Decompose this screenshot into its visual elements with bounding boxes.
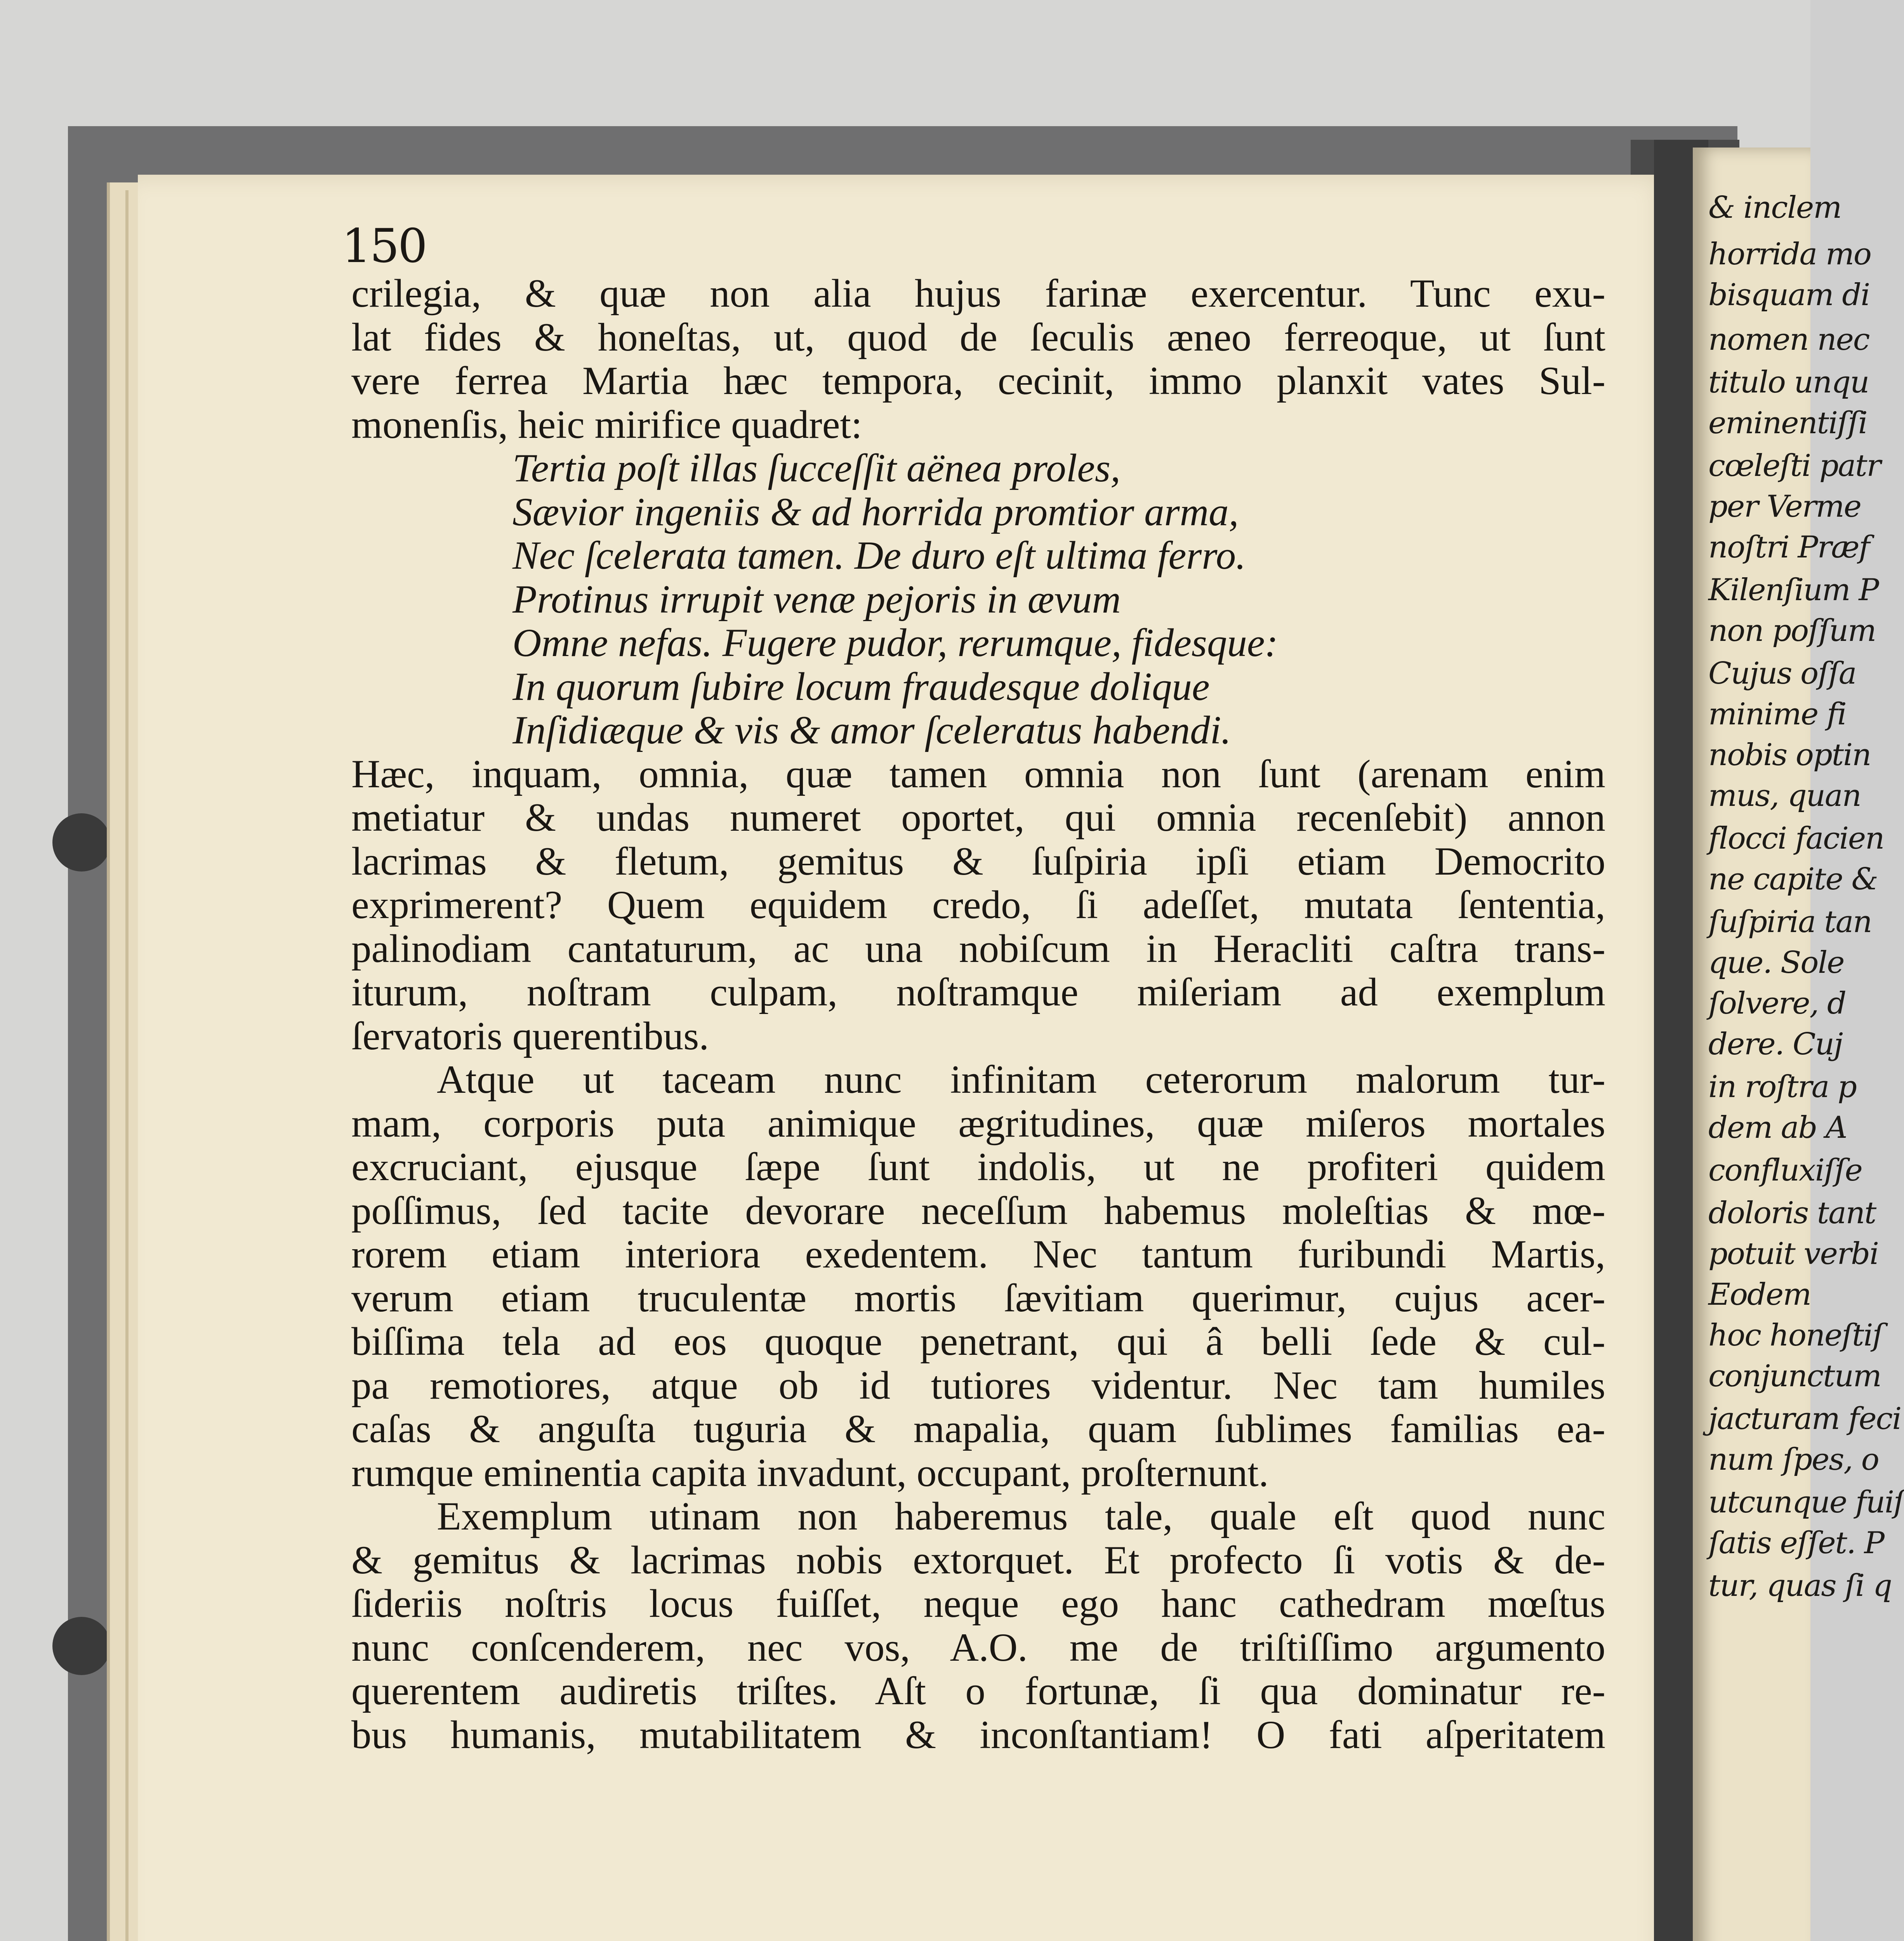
- facing-page-line: noſtri Præf: [1708, 530, 1869, 565]
- text-line: crilegia, & quæ non alia hujus farinæ exercentur. Tunc exu-: [351, 271, 1605, 316]
- facing-page-line: per Verme: [1708, 489, 1861, 524]
- facing-page-line: non poſſum: [1708, 613, 1876, 648]
- text-line: pa remotiores, atque ob id tutiores videntur. Nec tam humiles: [351, 1363, 1605, 1408]
- text-line: metiatur & undas numeret oportet, qui omnia recenſebit) annon: [351, 795, 1605, 840]
- facing-page-line: bisquam di: [1708, 278, 1870, 313]
- facing-page-line: ſuſpiria tan: [1708, 905, 1872, 939]
- binder-ring: [52, 1617, 111, 1675]
- facing-page-line: ſolvere, d: [1708, 986, 1846, 1021]
- text-line: Hæc, inquam, omnia, quæ tamen omnia non ſunt (arenam enim: [351, 752, 1605, 796]
- text-line: caſas & anguſta tuguria & mapalia, quam ſublimes familias ea-: [351, 1407, 1605, 1451]
- verse-line: In quorum ſubire locum fraudesque dolique: [512, 664, 1210, 709]
- facing-page-line: in roſtra p: [1708, 1069, 1856, 1104]
- text-line: exprimerent? Quem equidem credo, ſi adeſſet, mutata ſententia,: [351, 883, 1605, 927]
- text-line: bus humanis, mutabilitatem & inconſtantiam! O fati aſperitatem: [351, 1712, 1605, 1757]
- facing-page-line: Eodem: [1708, 1277, 1811, 1312]
- text-line: Atque ut taceam nunc infinitam ceterorum malorum tur-: [437, 1057, 1605, 1102]
- facing-page-line: flocci facien: [1708, 821, 1884, 856]
- text-line: & gemitus & lacrimas nobis extorquet. Et profecto ſi votis & de-: [351, 1538, 1605, 1582]
- text-line: iturum, noſtram culpam, noſtramque miſeriam ad exemplum: [351, 970, 1605, 1014]
- text-line: querentem audiretis triſtes. Aſt o fortunæ, ſi qua dominatur re-: [351, 1669, 1605, 1713]
- body-text: [351, 272, 1605, 1757]
- text-line: biſſima tela ad eos quoque penetrant, qui â belli ſede & cul-: [351, 1319, 1605, 1364]
- facing-page-line: eminentiſſi: [1708, 406, 1867, 441]
- text-line: vere ferrea Martia hæc tempora, cecinit, immo planxit vates Sul-: [351, 359, 1605, 403]
- facing-page-line: horrida mo: [1708, 237, 1871, 272]
- verse-line: Protinus irrupit venæ pejoris in ævum: [512, 577, 1121, 622]
- text-line: mam, corporis puta animique ægritudines, quæ miſeros mortales: [351, 1101, 1605, 1146]
- facing-page-line: dere. Cuj: [1708, 1027, 1843, 1062]
- verse-line: Inſidiæque & vis & amor ſceleratus habendi.: [512, 708, 1231, 752]
- facing-page-line: Cujus oſſa: [1708, 656, 1856, 691]
- verse-line: Omne nefas. Fugere pudor, rerumque, fidesque:: [512, 621, 1278, 665]
- text-line: verum etiam truculentæ mortis ſævitiam querimur, cujus acer-: [351, 1276, 1605, 1320]
- text-line: lacrimas & fletum, gemitus & ſuſpiria ipſi etiam Democrito: [351, 839, 1605, 884]
- facing-page-line: cœleſti patr: [1708, 448, 1880, 483]
- binder-ring: [52, 813, 111, 872]
- facing-page-line: potuit verbi: [1708, 1236, 1878, 1271]
- facing-page-line: que. Sole: [1708, 945, 1844, 980]
- facing-page-line: ſatis eſſet. P: [1708, 1526, 1884, 1561]
- facing-page-line: jacturam feci: [1708, 1401, 1901, 1436]
- text-line: rorem etiam interiora exedentem. Nec tantum furibundi Martis,: [351, 1232, 1605, 1276]
- text-line: poſſimus, ſed tacite devorare neceſſum habemus moleſtias & mœ-: [351, 1188, 1605, 1233]
- facing-page-line: confluxiſſe: [1708, 1153, 1862, 1188]
- facing-page-line: tur, quas ſi q: [1708, 1568, 1892, 1603]
- page-number: 150: [342, 219, 426, 273]
- text-line: palinodiam cantaturum, ac una nobiſcum in Heracliti caſtra trans-: [351, 926, 1605, 971]
- text-line: excruciant, ejusque ſæpe ſunt indolis, ut ne profiteri quidem: [351, 1145, 1605, 1189]
- facing-page-line: titulo unqu: [1708, 365, 1869, 400]
- text-line: rumque eminentia capita invadunt, occupant, proſternunt.: [351, 1450, 1269, 1495]
- text-line: ſideriis noſtris locus fuiſſet, neque ego hanc cathedram mœſtus: [351, 1582, 1605, 1626]
- facing-page-line: minime fi: [1708, 697, 1846, 732]
- facing-page-line: nobis optin: [1708, 738, 1871, 773]
- facing-page-line: hoc honeſtiſ: [1708, 1318, 1883, 1353]
- facing-page-line: mus, quan: [1708, 778, 1861, 813]
- text-line: Exemplum utinam non haberemus tale, quale eſt quod nunc: [437, 1494, 1605, 1538]
- facing-page-line: nomen nec: [1708, 322, 1869, 357]
- facing-page-line: dem ab A: [1708, 1110, 1847, 1145]
- text-line: ſervatoris querentibus.: [351, 1014, 709, 1058]
- facing-page-line: Kilenſium P: [1708, 573, 1878, 608]
- verse-line: Tertia poſt illas ſucceſſit aënea proles,: [512, 446, 1121, 490]
- text-line: monenſis, heic mirifice quadret:: [351, 402, 862, 447]
- facing-page-line: ne capite &: [1708, 862, 1878, 897]
- verse-line: Sævior ingeniis & ad horrida promtior arma,: [512, 490, 1239, 534]
- facing-page-line: doloris tant: [1708, 1196, 1876, 1231]
- verse-line: Nec ſcelerata tamen. De duro eſt ultima ferro.: [512, 533, 1246, 578]
- facing-page-line: & inclem: [1708, 190, 1841, 225]
- facing-page-line: utcunque fuiſ: [1708, 1485, 1904, 1520]
- text-line: lat fides & honeſtas, ut, quod de ſeculis æneo ferreoque, ut ſunt: [351, 315, 1605, 359]
- facing-page-fragment: [1693, 148, 1904, 1941]
- facing-page-line: conjunctum: [1708, 1359, 1881, 1394]
- facing-page-line: num ſpes, o: [1708, 1442, 1879, 1477]
- text-line: nunc conſcenderem, nec vos, A.O. me de triſtiſſimo argumento: [351, 1625, 1605, 1670]
